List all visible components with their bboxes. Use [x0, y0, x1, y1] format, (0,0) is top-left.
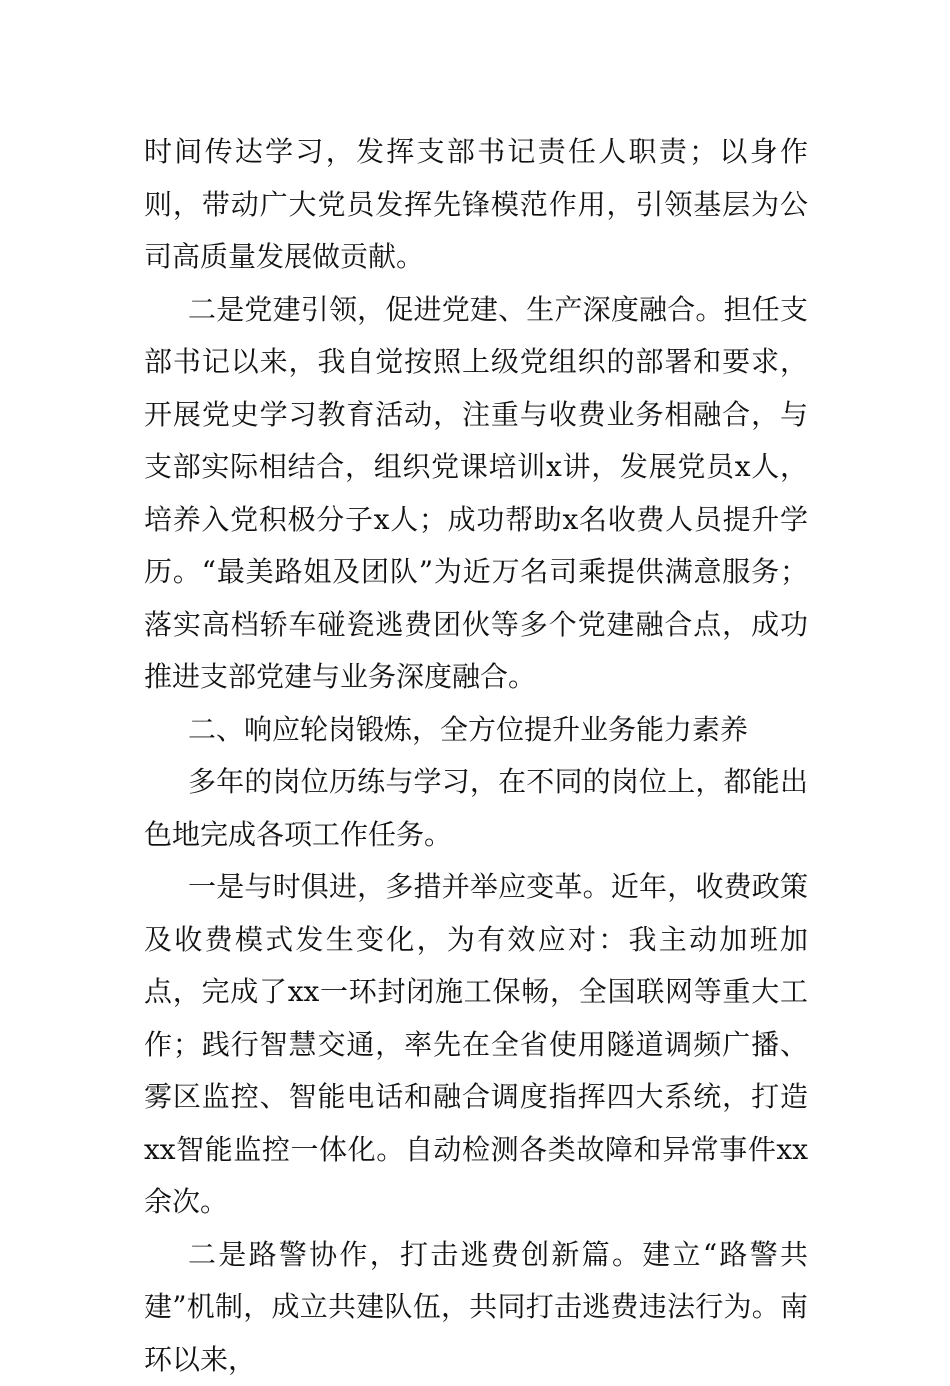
paragraph-keep-pace: 一是与时俱进，多措并举应变革。近年，收费政策及收费模式发生变化，为有效应对：我主动加班加点，完成了xx一环封闭施工保畅，全国联网等重大工作；践行智慧交通，率先在全省使用隧道调频广播、雾区监控、智能电话和融合调度指挥四大系统，打造xx智能监控一体化。自动检测各类故障和异常事件xx余次。	[144, 861, 808, 1229]
paragraph-continuation: 时间传达学习，发挥支部书记责任人职责；以身作则，带动广大党员发挥先锋模范作用，引领基层为公司高质量发展做贡献。	[144, 126, 808, 284]
section-heading: 二、响应轮岗锻炼，全方位提升业务能力素养	[144, 704, 808, 757]
paragraph-police-cooperation: 二是路警协作，打击逃费创新篇。建立“路警共建”机制，成立共建队伍，共同打击逃费违法行为。南环以来，	[144, 1229, 808, 1386]
paragraph-party-building: 二是党建引领，促进党建、生产深度融合。担任支部书记以来，我自觉按照上级党组织的部署和要求，开展党史学习教育活动，注重与收费业务相融合，与支部实际相结合，组织党课培训x讲，发展党员x人，培养入党积极分子x人；成功帮助x名收费人员提升学历。“最美路姐及团队”为近万名司乘提供满意服务；落实高档轿车碰瓷逃费团伙等多个党建融合点，成功推进支部党建与业务深度融合。	[144, 284, 808, 704]
paragraph-job-rotation: 多年的岗位历练与学习，在不同的岗位上，都能出色地完成各项工作任务。	[144, 756, 808, 861]
document-body	[144, 126, 808, 1386]
